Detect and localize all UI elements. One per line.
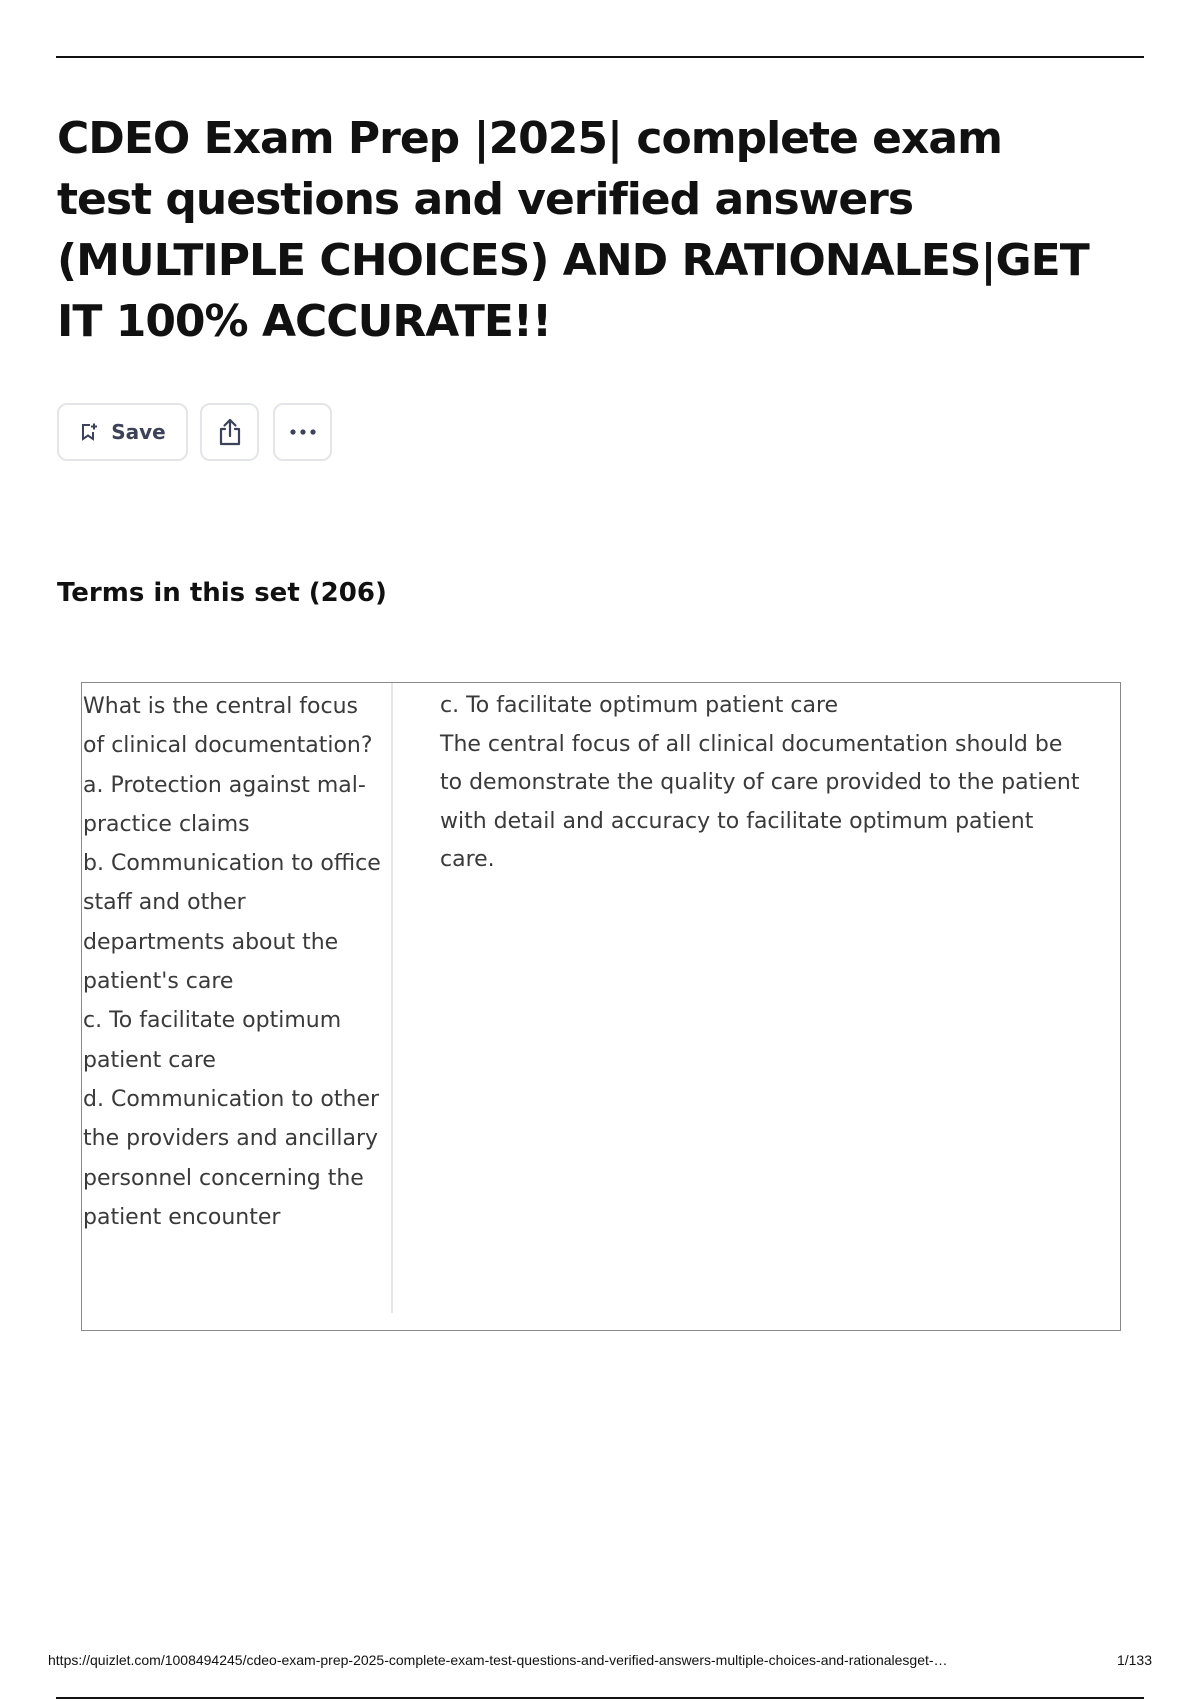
header-divider [56, 56, 1144, 58]
share-icon [216, 417, 244, 447]
card-divider [391, 683, 393, 1313]
card-definition [440, 687, 1080, 880]
terms-heading: Terms in this set (206) [57, 578, 387, 608]
footer-divider [56, 1697, 1144, 1699]
card-rationale: The central focus of all clinical documentation should be to demonstrate the quality of care provided to the patient with detail and accuracy to facilitate optimum patient care. [440, 731, 1080, 872]
save-button[interactable] [57, 403, 188, 461]
card-answer: c. To facilitate optimum patient care [440, 693, 839, 718]
more-icon [289, 428, 317, 436]
save-button-label: Save [111, 420, 166, 444]
page-title: CDEO Exam Prep |2025| complete exam test questions and verified answers (MULTIPLE CHOICES) AND RATIONALES|GET IT 100% ACCURATE!! [57, 113, 1089, 347]
page-number: 1/133 [1116, 1652, 1152, 1668]
page-url: https://quizlet.com/1008494245/cdeo-exam-prep-2025-complete-exam-test-questions-and-verified-answers-multiple-choices-and-rationalesget-… [48, 1652, 948, 1668]
bookmark-add-icon [79, 422, 99, 442]
card-term: What is the central focus of clinical documentation? a. Protection against mal-practice claims b. Communication to office staff and other departments about the patient's care c. To facilitate optimum patient care d. Communication to other the providers and ancillary personnel concerning the patient encounter [83, 694, 381, 1230]
more-options-button[interactable] [273, 403, 332, 461]
flashcard-row [81, 682, 1121, 1331]
share-button[interactable] [200, 403, 259, 461]
